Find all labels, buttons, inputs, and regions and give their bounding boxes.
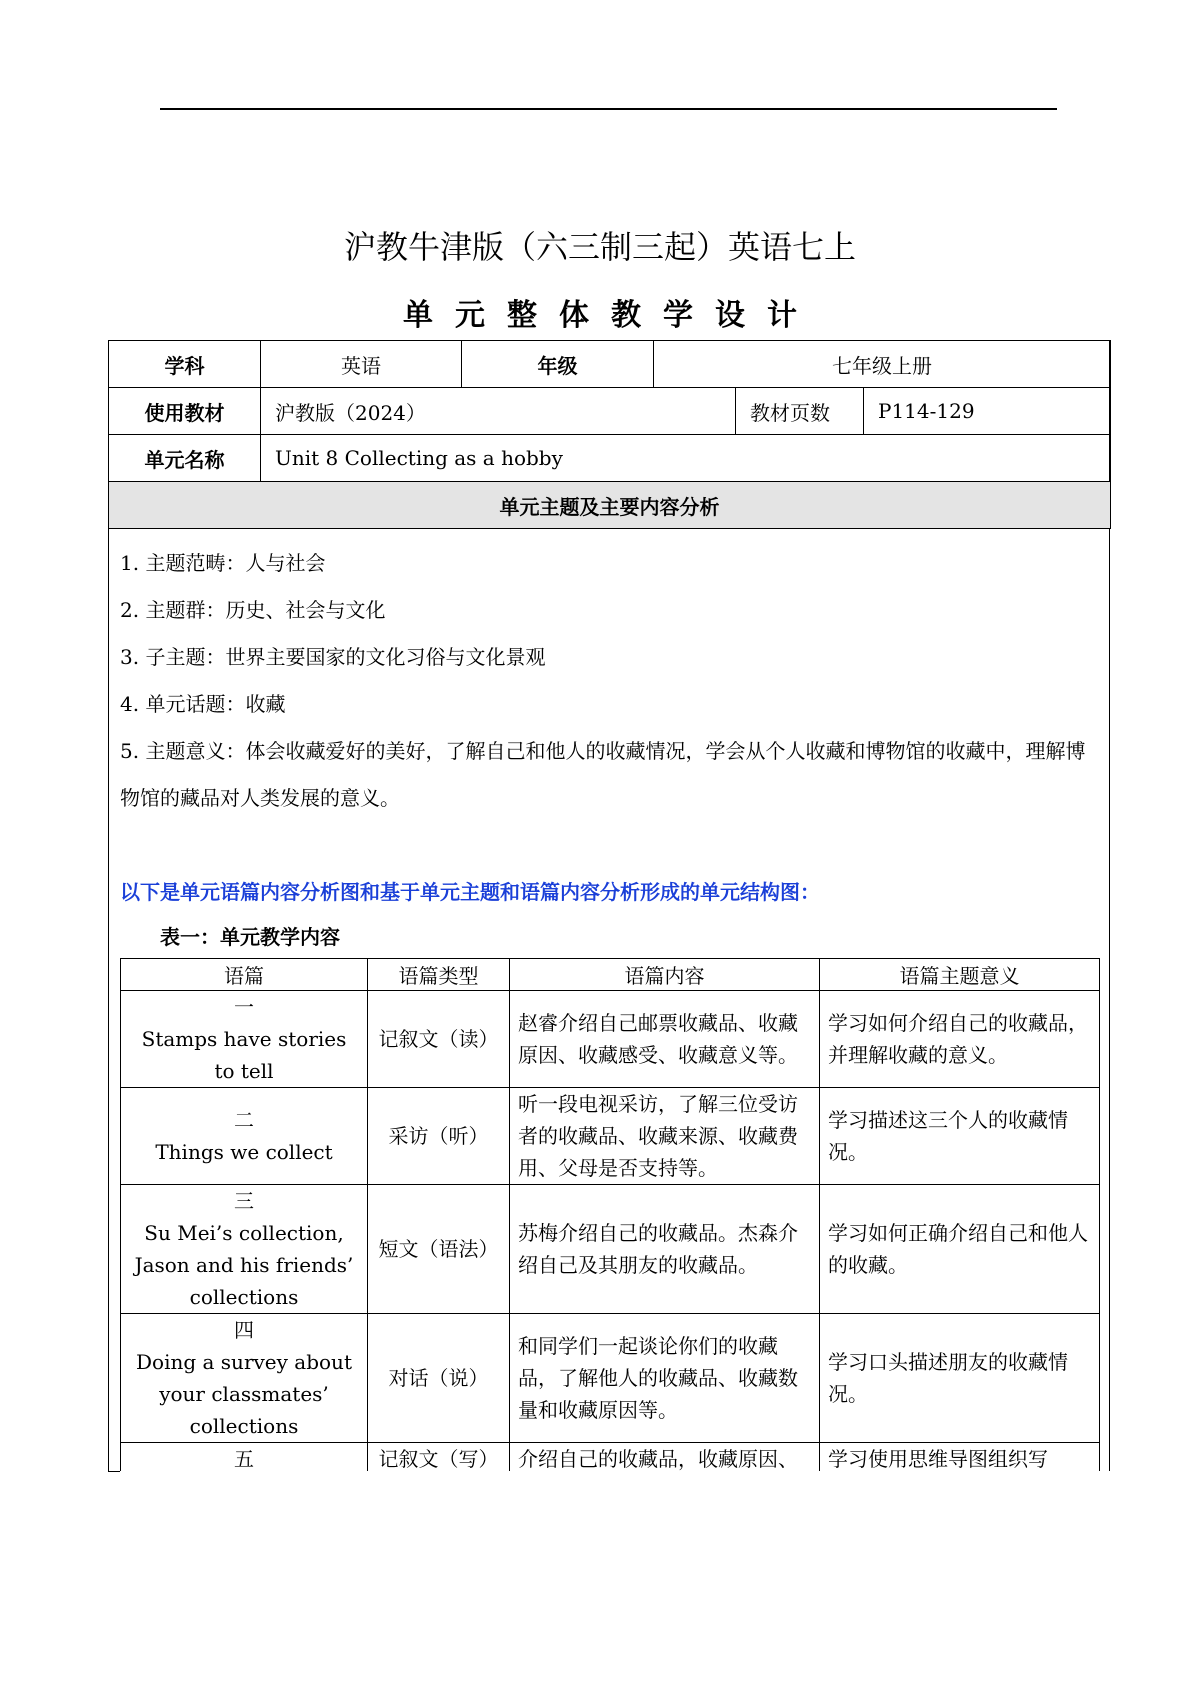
table-row	[121, 1185, 1100, 1314]
text-type: 记叙文（写）	[368, 1443, 510, 1487]
header-cell: 语篇主题意义	[820, 959, 1100, 991]
textbook-label: 使用教材	[109, 388, 261, 435]
unit-label: 单元名称	[109, 435, 261, 482]
textbook-value: 沪教版（2024）	[261, 388, 736, 435]
structure-note: 以下是单元语篇内容分析图和基于单元主题和语篇内容分析形成的单元结构图：	[120, 880, 820, 904]
text-type: 对话（说）	[368, 1314, 510, 1443]
header-cell: 语篇	[121, 959, 368, 991]
unit-value: Unit 8 Collecting as a hobby	[261, 435, 1111, 482]
text-content: 和同学们一起谈论你们的收藏品，了解他人的收藏品、收藏数量和收藏原因等。	[510, 1314, 820, 1443]
subject-label: 学科	[109, 341, 261, 388]
text-name: Things we collect	[155, 1140, 333, 1164]
pages-label: 教材页数	[736, 388, 864, 435]
text-name: Stamps have stories to tell	[141, 1027, 347, 1083]
text-type: 采访（听）	[368, 1088, 510, 1185]
text-type: 短文（语法）	[368, 1185, 510, 1314]
text-name-cell	[121, 991, 368, 1088]
page-cutoff-mask	[120, 1471, 1110, 1491]
text-type: 记叙文（读）	[368, 991, 510, 1088]
text-name-cell	[121, 1088, 368, 1185]
analysis-item: 3. 子主题：世界主要国家的文化习俗与文化景观	[120, 645, 546, 669]
analysis-item: 4. 单元话题：收藏	[120, 692, 286, 716]
analysis-item: 5. 主题意义：体会收藏爱好的美好，了解自己和他人的收藏情况，学会从个人收藏和博物馆的收藏中，理解博物馆的藏品对人类发展的意义。	[120, 739, 1086, 810]
text-meaning: 学习如何介绍自己的收藏品，并理解收藏的意义。	[820, 991, 1100, 1088]
text-meaning: 学习描述这三个人的收藏情况。	[820, 1088, 1100, 1185]
table-row	[121, 1314, 1100, 1443]
grade-value: 七年级上册	[654, 341, 1111, 388]
info-table	[108, 340, 1111, 529]
text-name-cell	[121, 1314, 368, 1443]
table-row	[121, 1088, 1100, 1185]
text-content: 介绍自己的收藏品，收藏原因、	[510, 1443, 820, 1487]
text-meaning: 学习使用思维导图组织写	[820, 1443, 1100, 1487]
text-number: 四	[234, 1318, 254, 1342]
subject-value: 英语	[261, 341, 462, 388]
content-table	[120, 958, 1100, 1487]
table-caption: 表一：单元教学内容	[160, 925, 340, 949]
text-content: 听一段电视采访，了解三位受访者的收藏品、收藏来源、收藏费用、父母是否支持等。	[510, 1088, 820, 1185]
grade-label: 年级	[462, 341, 654, 388]
text-name: Doing a survey about your classmates’ collections	[136, 1350, 352, 1438]
text-number: 一	[234, 995, 254, 1019]
content-table-header	[121, 959, 1100, 991]
document-subtitle: 单元整体教学设计	[403, 298, 819, 333]
theme-analysis	[120, 540, 1100, 822]
document-title: 沪教牛津版（六三制三起）英语七上	[343, 228, 856, 266]
text-number: 三	[234, 1189, 254, 1213]
text-content: 苏梅介绍自己的收藏品。杰森介绍自己及其朋友的收藏品。	[510, 1185, 820, 1314]
pages-value: P114-129	[864, 388, 1111, 435]
text-number: 五	[234, 1447, 254, 1471]
analysis-item: 2. 主题群：历史、社会与文化	[120, 598, 386, 622]
text-meaning: 学习口头描述朋友的收藏情况。	[820, 1314, 1100, 1443]
table-row	[121, 991, 1100, 1088]
text-name: Su Mei’s collection, Jason and his friends’ collections	[134, 1221, 354, 1309]
section-heading: 单元主题及主要内容分析	[109, 482, 1111, 529]
text-name-cell	[121, 1185, 368, 1314]
text-content: 赵睿介绍自己邮票收藏品、收藏原因、收藏感受、收藏意义等。	[510, 991, 820, 1088]
text-meaning: 学习如何正确介绍自己和他人的收藏。	[820, 1185, 1100, 1314]
analysis-item: 1. 主题范畴：人与社会	[120, 551, 326, 575]
header-cell: 语篇类型	[368, 959, 510, 991]
header-rule	[160, 108, 1057, 110]
text-number: 二	[234, 1108, 254, 1132]
header-cell: 语篇内容	[510, 959, 820, 991]
